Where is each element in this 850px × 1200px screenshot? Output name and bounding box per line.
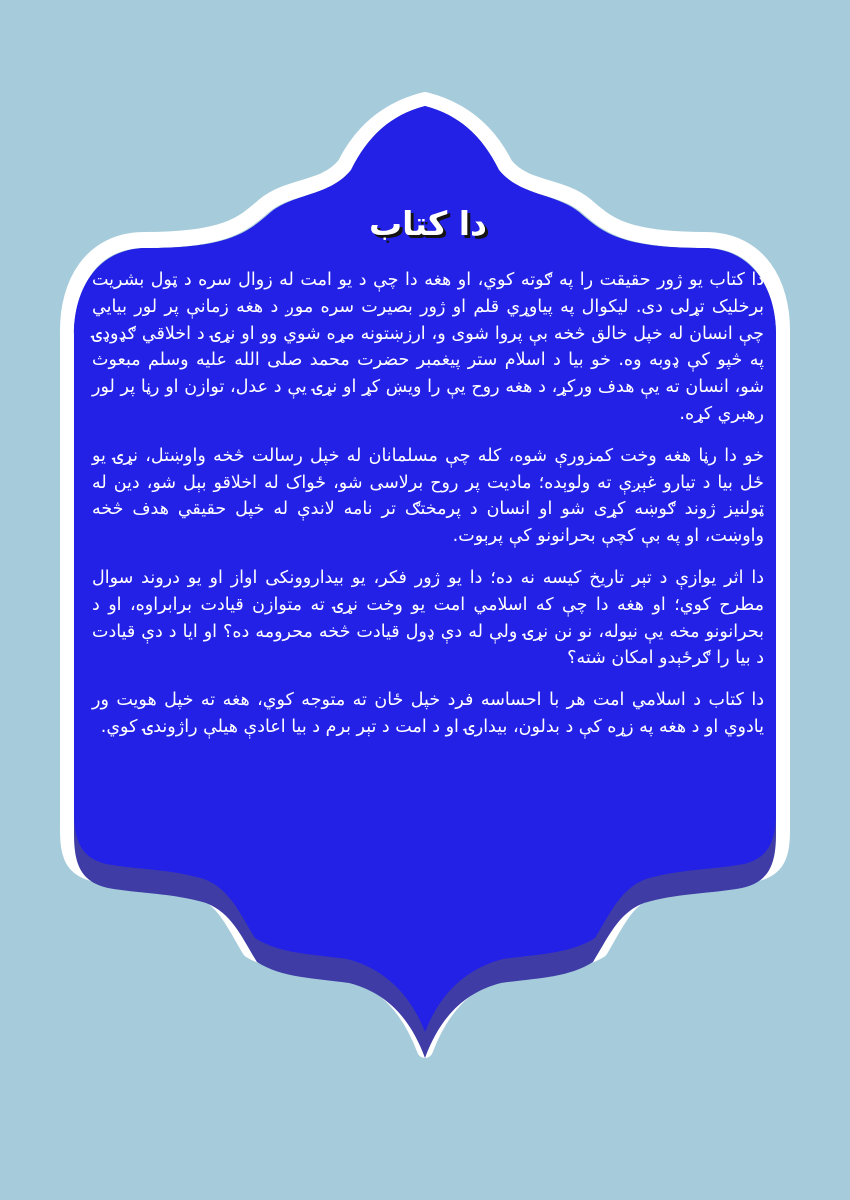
paragraph-1: دا کتاب یو ژور حقیقت را په ګوته کوي، او هغه دا چې د یو امت له زوال سره د ټول بشریت برخلیک تړلی دی. لیکوال په پیاوړي قلم او ژور بصیرت سره موږ د هغه زمانې پر لور بیایي چې انسان له خپل خالق څخه بې پروا شوی و، ارزښتونه مړه شوي وو او نړۍ د اخلاقي ګډوډۍ په څپو کې ډوبه وه. خو بیا د اسلام ستر پیغمبر حضرت محمد صلی الله علیه وسلم مبعوث شو، انسان ته یې هدف ورکړ، د هغه روح یې را ویښ کړ او نړۍ یې د عدل، توازن او رڼا پر لور رهبري کړه. (92, 270, 764, 424)
content-area (92, 195, 764, 756)
paragraph-3: دا اثر یوازې د تېر تاریخ کیسه نه ده؛ دا یو ژور فکر، یو بیداروونکی اواز او یو دروند سوال مطرح کوي؛ او هغه دا چې که اسلامي امت یو وخت نړۍ ته متوازن قیادت برابراوه، او د بحرانونو مخه یې نیوله، نو نن نړۍ ولې له دې ډول قیادت څخه محرومه ده؟ او ایا د دې قیادت د بیا را ګرځېدو امکان شته؟ (92, 567, 764, 669)
paragraph-4: دا کتاب د اسلامي امت هر با احساسه فرد خپل ځان ته متوجه کوي، هغه ته خپل هویت ور یادوي او د هغه په زړه کې د بدلون، بیدارۍ او د امت د تېر برم د بیا اعادې هیلې راژوندۍ کوي. (92, 690, 764, 737)
page-title: دا کتاب (369, 204, 487, 243)
paragraph-2: خو دا رڼا هغه وخت کمزورې شوه، کله چې مسلمانان له خپل رسالت څخه واوښتل، نړۍ یو ځل بیا د تیارو غېږې ته ولوېده؛ مادیت پر روح برلاسی شو، ځواک له اخلاقو بېل شو، دین له ټولنیز ژوند ګوښه کړی شو او انسان د پرمختګ تر نامه لاندې له خپل حقیقي هدف څخه واوښت، او په بې کچې بحرانونو کې پرېوت. (92, 445, 764, 547)
